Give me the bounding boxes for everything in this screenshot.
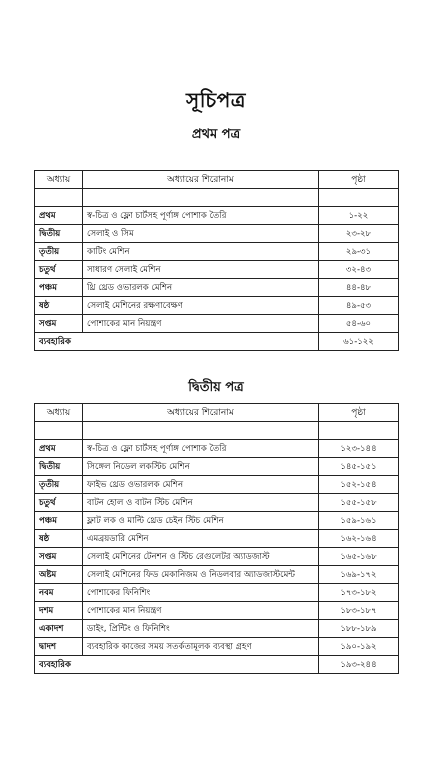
section-title-first-paper: প্রথম পত্র: [191, 127, 241, 142]
chapter-cell: পঞ্চম: [35, 512, 83, 530]
chapter-title-cell: সিঙ্গেল নিডেল লকস্টিচ মেশিন: [83, 458, 319, 476]
page-range-cell: ১৮৩-১৮৭: [319, 602, 399, 620]
chapter-title-cell: সেলাই মেশিনের ফিড মেকানিজম ও নিডলবার অ্যাডজাস্টমেন্ট: [83, 566, 319, 584]
chapter-cell: দ্বাদশ: [35, 638, 83, 656]
chapter-title-cell: সেলাই মেশিনের টেনশন ও স্টিচ রেগুলেটর অ্যাডজাস্ট: [83, 548, 319, 566]
table-row: [35, 315, 399, 333]
chapter-title-cell: সেলাই মেশিনের রক্ষণাবেক্ষণ: [83, 297, 319, 315]
practical-page-range: ৬১-১২২: [319, 333, 399, 351]
chapter-title-cell: স্ব-চিত্র ও ফ্লো চার্টসহ পূর্ণাঙ্গ পোশাক তৈরি: [83, 440, 319, 458]
practical-row: [35, 656, 399, 674]
page-range-cell: ৪৪-৪৮: [319, 279, 399, 297]
table-row: [35, 548, 399, 566]
page-range-cell: ১৭৩-১৮২: [319, 584, 399, 602]
header-spacer: [35, 422, 399, 440]
page-range-cell: ১৬৯-১৭২: [319, 566, 399, 584]
table-row: [35, 440, 399, 458]
chapter-title-cell: ফাইভ থ্রেড ওভারলক মেশিন: [83, 476, 319, 494]
header-page: পৃষ্ঠা: [319, 404, 399, 422]
practical-label: ব্যবহারিক: [35, 656, 319, 674]
chapter-title-cell: ডাইং, প্রিন্টিং ও ফিনিশিং: [83, 620, 319, 638]
practical-page-range: ১৯৩-২৪৪: [319, 656, 399, 674]
chapter-cell: দ্বিতীয়: [35, 225, 83, 243]
page-range-cell: ২৯-৩১: [319, 243, 399, 261]
table-row: [35, 261, 399, 279]
chapter-title-cell: পোশাকের ফিনিশিং: [83, 584, 319, 602]
chapter-cell: সপ্তম: [35, 315, 83, 333]
page-range-cell: ১৪৫-১৫১: [319, 458, 399, 476]
page-range-cell: ১২৩-১৪৪: [319, 440, 399, 458]
toc-table-second-paper: [34, 403, 399, 674]
chapter-cell: তৃতীয়: [35, 476, 83, 494]
chapter-cell: একাদশ: [35, 620, 83, 638]
header-chapter: অধ্যায়: [35, 171, 83, 189]
table-row: [35, 225, 399, 243]
chapter-cell: পঞ্চম: [35, 279, 83, 297]
chapter-cell: তৃতীয়: [35, 243, 83, 261]
chapter-cell: ষষ্ঠ: [35, 297, 83, 315]
chapter-cell: প্রথম: [35, 440, 83, 458]
header-page: পৃষ্ঠা: [319, 171, 399, 189]
chapter-cell: সপ্তম: [35, 548, 83, 566]
page-range-cell: ১৬৫-১৬৮: [319, 548, 399, 566]
table-header-row: [35, 404, 399, 422]
page-range-cell: ১৯০-১৯২: [319, 638, 399, 656]
header-title: অধ্যায়ের শিরোনাম: [83, 171, 319, 189]
page-range-cell: ১৬২-১৬৪: [319, 530, 399, 548]
chapter-title-cell: বাটন হোল ও বাটন স্টিচ মেশিন: [83, 494, 319, 512]
chapter-title-cell: সাধারণ সেলাই মেশিন: [83, 261, 319, 279]
table-row: [35, 297, 399, 315]
page-range-cell: ৩২-৪৩: [319, 261, 399, 279]
chapter-title-cell: পোশাকের মান নিয়ন্ত্রণ: [83, 315, 319, 333]
table-row: [35, 566, 399, 584]
header-spacer: [35, 189, 399, 207]
table-row: [35, 207, 399, 225]
practical-label: ব্যবহারিক: [35, 333, 319, 351]
chapter-title-cell: কাটিং মেশিন: [83, 243, 319, 261]
page-title: সূচিপত্র: [186, 88, 246, 112]
chapter-title-cell: স্ব-চিত্র ও ফ্লো চার্টসহ পূর্ণাঙ্গ পোশাক তৈরি: [83, 207, 319, 225]
chapter-cell: অষ্টম: [35, 566, 83, 584]
header-title: অধ্যায়ের শিরোনাম: [83, 404, 319, 422]
page-range-cell: ৪৯-৫৩: [319, 297, 399, 315]
table-row: [35, 584, 399, 602]
chapter-title-cell: এমব্রয়ডারি মেশিন: [83, 530, 319, 548]
chapter-title-cell: সেলাই ও সিম: [83, 225, 319, 243]
page-range-cell: ১৫২-১৫৪: [319, 476, 399, 494]
page-range-cell: ২৩-২৮: [319, 225, 399, 243]
page-range-cell: ১৮৮-১৮৯: [319, 620, 399, 638]
chapter-cell: চতুর্থ: [35, 494, 83, 512]
chapter-cell: নবম: [35, 584, 83, 602]
page-range-cell: ১৫৯-১৬১: [319, 512, 399, 530]
chapter-title-cell: থ্রি থ্রেড ওভারলক মেশিন: [83, 279, 319, 297]
page-range-cell: ১-২২: [319, 207, 399, 225]
table-row: [35, 602, 399, 620]
chapter-cell: চতুর্থ: [35, 261, 83, 279]
chapter-title-cell: পোশাকের মান নিয়ন্ত্রণ: [83, 602, 319, 620]
chapter-title-cell: ব্যবহারিক কাজের সময় সতর্কতামূলক ব্যবস্থা গ্রহণ: [83, 638, 319, 656]
table-row: [35, 476, 399, 494]
table-row: [35, 638, 399, 656]
table-header-row: [35, 171, 399, 189]
section-title-second-paper: দ্বিতীয় পত্র: [188, 380, 244, 395]
chapter-cell: দ্বিতীয়: [35, 458, 83, 476]
table-row: [35, 494, 399, 512]
table-row: [35, 620, 399, 638]
practical-row: [35, 333, 399, 351]
chapter-cell: প্রথম: [35, 207, 83, 225]
table-row: [35, 279, 399, 297]
table-row: [35, 530, 399, 548]
chapter-title-cell: ফ্লাট লক ও মাল্টি থ্রেড চেইন স্টিচ মেশিন: [83, 512, 319, 530]
table-row: [35, 243, 399, 261]
table-row: [35, 512, 399, 530]
page-range-cell: ১৫৫-১৫৮: [319, 494, 399, 512]
chapter-cell: ষষ্ঠ: [35, 530, 83, 548]
header-chapter: অধ্যায়: [35, 404, 83, 422]
chapter-cell: দশম: [35, 602, 83, 620]
page-range-cell: ৫৪-৬০: [319, 315, 399, 333]
table-row: [35, 458, 399, 476]
toc-table-first-paper: [34, 170, 399, 351]
